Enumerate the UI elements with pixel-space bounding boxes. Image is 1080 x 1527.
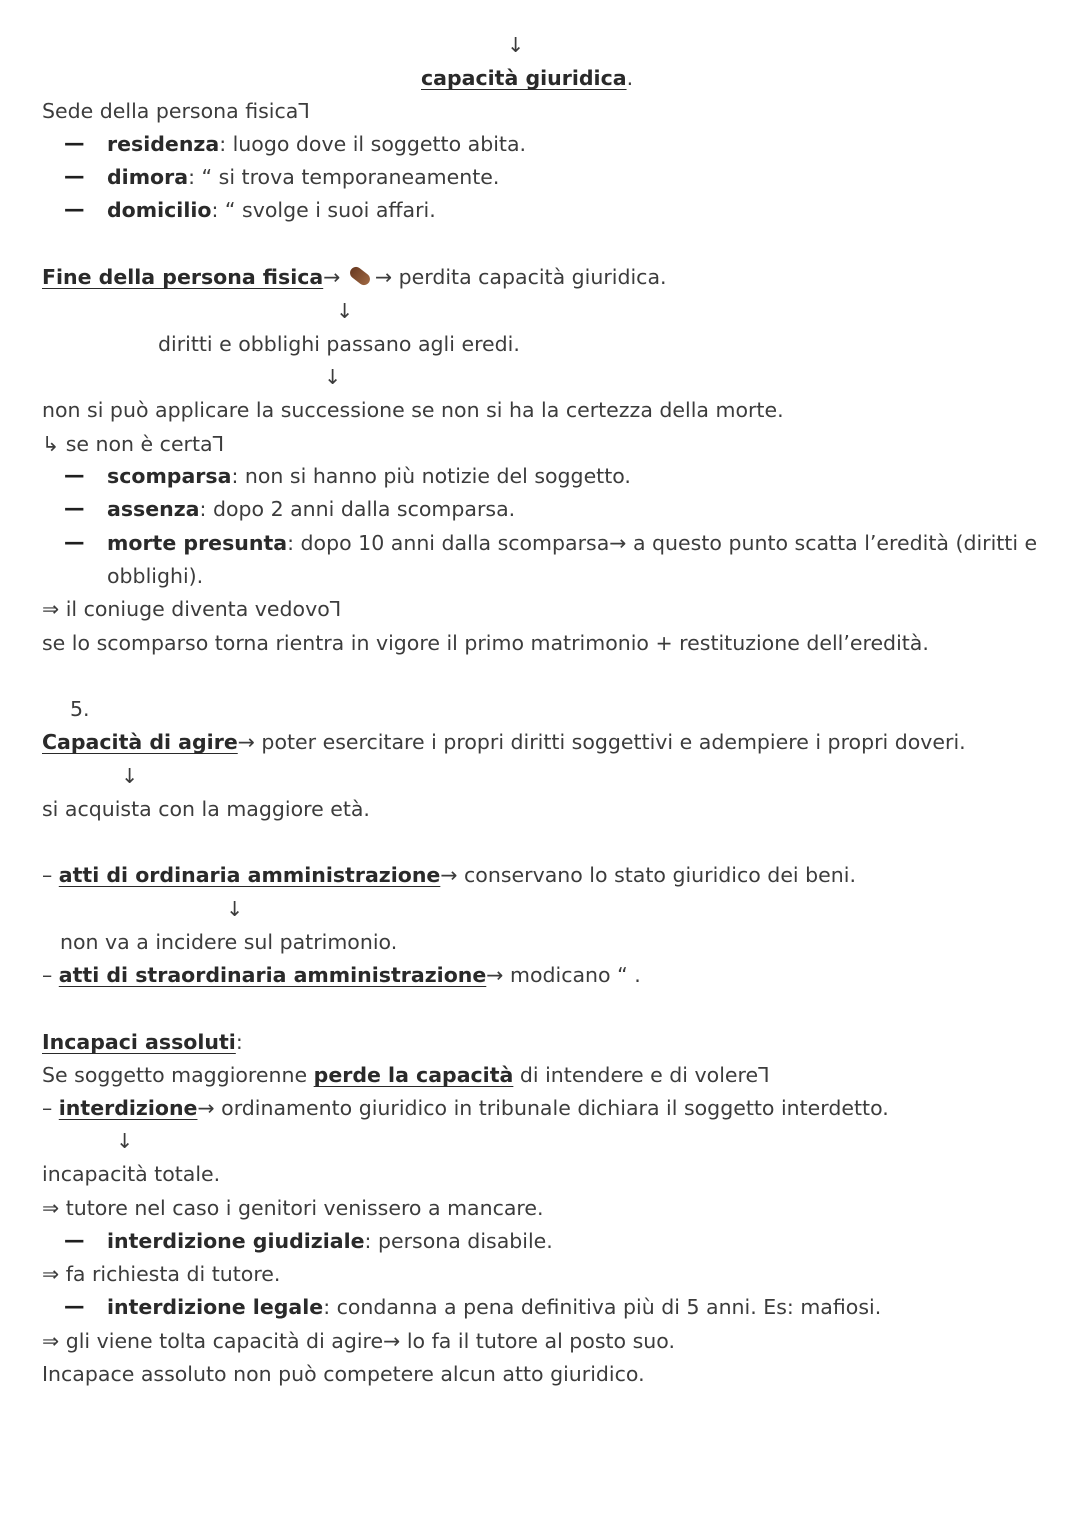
dash-bullet: — [64,496,85,520]
interdizione-term: interdizione [58,1096,198,1120]
text-line: ⇒ gli viene tolta capacità di agire→ lo fa il tutore al posto suo. [42,1329,675,1353]
straordinaria-term: atti di straordinaria amministrazione [58,963,487,987]
incapaci-heading: Incapaci assoluti [42,1030,236,1054]
list-item: residenza: luogo dove il soggetto abita. [107,132,527,156]
text-line: incapacità totale. [42,1162,221,1186]
dash-bullet: — [64,530,85,554]
perde-capacita: perde la capacità [313,1063,514,1087]
dash-bullet: — [64,197,85,221]
dash-bullet: — [64,463,85,487]
title-capacita-giuridica: capacità giuridica [421,66,627,90]
section-title: capacità giuridica. [421,66,634,90]
text-line: ⇒ tutore nel caso i genitori venissero a mancare. [42,1196,544,1220]
text-line: se lo scomparso torna rientra in vigore il primo matrimonio + restituzione dell’eredità. [42,631,929,655]
list-item: scomparsa: non si hanno più notizie del soggetto. [107,464,631,488]
list-item: morte presunta: dopo 10 anni dalla scomparsa→ a questo punto scatta l’eredità (diritti e [107,531,1038,555]
text-line: ⇒ il coniuge diventa vedovo⅂ [42,597,342,621]
fine-heading: Fine della persona fisica [42,265,324,289]
text-line: ↳ se non è certa⅂ [42,432,225,456]
text-line: Incapace assoluto non può competere alcun atto giuridico. [42,1362,645,1386]
text-line: ⇒ fa richiesta di tutore. [42,1262,281,1286]
list-item-continuation: obblighi). [107,564,204,588]
text-line: si acquista con la maggiore età. [42,797,370,821]
ordinaria-line: – atti di ordinaria amministrazione→ conservano lo stato giuridico dei beni. [42,863,856,887]
section-number: 5. [70,697,90,721]
interdizione-line: – interdizione→ ordinamento giuridico in tribunale dichiara il soggetto interdetto. [42,1096,889,1120]
capacita-agire-heading: Capacità di agire [42,730,238,754]
text-line: diritti e obblighi passano agli eredi. [158,332,520,356]
down-arrow: ↓ [507,33,525,57]
dash-bullet: — [64,1294,85,1318]
text-line: non si può applicare la successione se non si ha la certezza della morte. [42,398,784,422]
list-item: interdizione legale: condanna a pena definitiva più di 5 anni. Es: mafiosi. [107,1295,882,1319]
straordinaria-line: – atti di straordinaria amministrazione→ modicano “ . [42,963,641,987]
text-line: non va a incidere sul patrimonio. [60,930,398,954]
capacita-agire-line: Capacità di agire→ poter esercitare i propri diritti soggettivi e adempiere i propri doveri. [42,730,966,754]
incapaci-heading-line: Incapaci assoluti: [42,1030,243,1054]
list-item: assenza: dopo 2 anni dalla scomparsa. [107,497,516,521]
coffin-icon [348,264,373,287]
down-arrow: ↓ [336,299,354,323]
dash-bullet: — [64,164,85,188]
dash-bullet: — [64,131,85,155]
down-arrow: ↓ [121,764,139,788]
dash-bullet: — [64,1228,85,1252]
text-line: Se soggetto maggiorenne perde la capacità di intendere e di volere⅂ [42,1063,770,1087]
fine-heading-line: Fine della persona fisica→ → perdita capacità giuridica. [42,265,667,289]
list-item: interdizione giudiziale: persona disabile. [107,1229,553,1253]
down-arrow: ↓ [226,897,244,921]
list-item: domicilio: “ svolge i suoi affari. [107,198,436,222]
down-arrow: ↓ [116,1129,134,1153]
ordinaria-term: atti di ordinaria amministrazione [58,863,441,887]
down-arrow: ↓ [324,365,342,389]
list-item: dimora: “ si trova temporaneamente. [107,165,500,189]
sede-heading: Sede della persona fisica⅂ [42,99,310,123]
